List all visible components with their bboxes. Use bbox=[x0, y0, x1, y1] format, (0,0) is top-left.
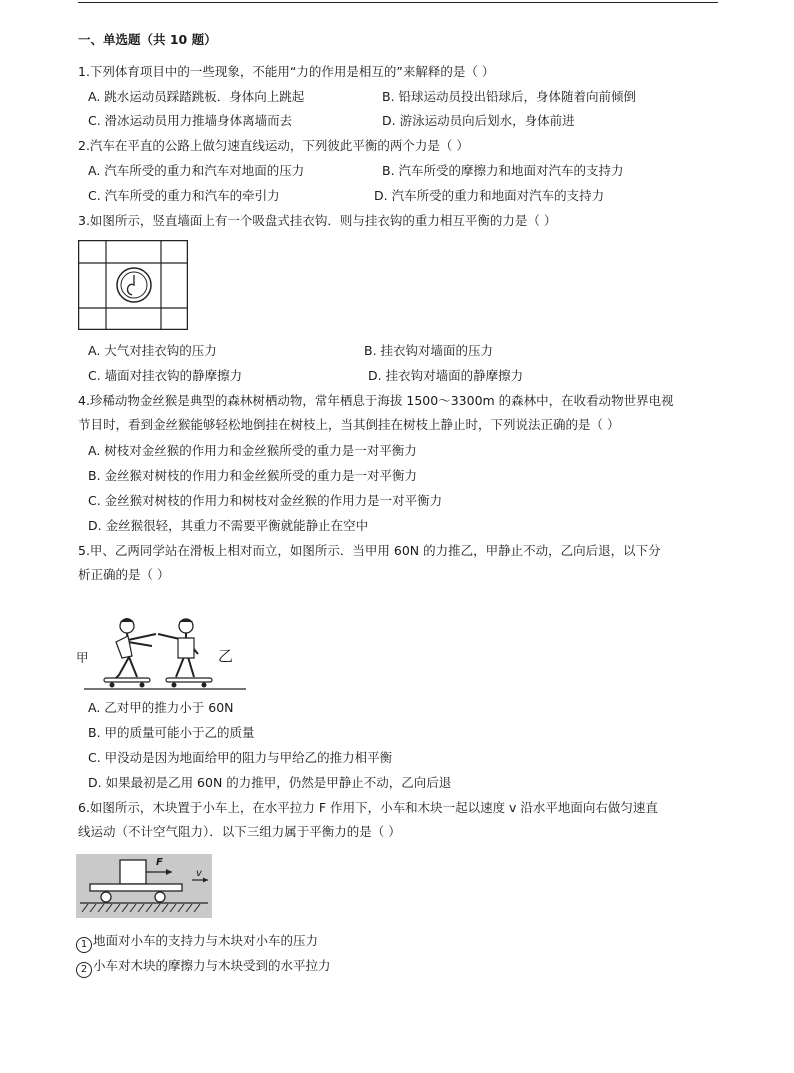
q2-option-a[interactable]: A. 汽车所受的重力和汽车对地面的压力 bbox=[88, 163, 305, 178]
statement-text: 小车对木块的摩擦力与木块受到的水平拉力 bbox=[93, 958, 331, 973]
q1-option-c[interactable]: C. 滑冰运动员用力推墙身体离墙而去 bbox=[88, 113, 293, 128]
q4-option-d[interactable]: D. 金丝猴很轻，其重力不需要平衡就能静止在空中 bbox=[88, 518, 369, 533]
q4-stem-line1: 4.珍稀动物金丝猴是典型的森林树栖动物，常年栖息于海拔 1500～3300m 的森林中，在收看动物世界电视 bbox=[78, 393, 674, 408]
figure-label-jia: 甲 bbox=[76, 650, 89, 665]
q4-stem-line2: 节目时，看到金丝猴能够轻松地倒挂在树枝上，当其倒挂在树枝上静止时，下列说法正确的是（ ） bbox=[78, 417, 620, 432]
force-label: F bbox=[156, 857, 163, 868]
cart-figure bbox=[76, 854, 212, 918]
q5-option-b[interactable]: B. 甲的质量可能小于乙的质量 bbox=[88, 725, 255, 740]
q6-statement-1[interactable] bbox=[76, 933, 318, 953]
top-rule bbox=[78, 2, 718, 3]
q3-option-d[interactable]: D. 挂衣钩对墙面的静摩擦力 bbox=[368, 368, 524, 383]
hook-figure bbox=[78, 240, 188, 330]
velocity-label: v bbox=[196, 868, 202, 879]
q5-option-a[interactable]: A. 乙对甲的推力小于 60N bbox=[88, 700, 234, 715]
circled-number: 1 bbox=[76, 937, 92, 953]
q1-option-a[interactable]: A. 跳水运动员踩踏跳板．身体向上跳起 bbox=[88, 89, 305, 104]
q5-stem-line2: 析正确的是（ ） bbox=[78, 567, 170, 582]
q6-statement-2[interactable] bbox=[76, 958, 331, 978]
q4-option-b[interactable]: B. 金丝猴对树枝的作用力和金丝猴所受的重力是一对平衡力 bbox=[88, 468, 418, 483]
q5-stem-line1: 5.甲、乙两同学站在滑板上相对而立，如图所示．当甲用 60N 的力推乙，甲静止不动，乙向后退，以下分 bbox=[78, 543, 661, 558]
q3-option-c[interactable]: C. 墙面对挂衣钩的静摩擦力 bbox=[88, 368, 243, 383]
q2-option-b[interactable]: B. 汽车所受的摩擦力和地面对汽车的支持力 bbox=[382, 163, 624, 178]
q5-option-c[interactable]: C. 甲没动是因为地面给甲的阻力与甲给乙的推力相平衡 bbox=[88, 750, 393, 765]
circled-number: 2 bbox=[76, 962, 92, 978]
skateboard-figure bbox=[76, 612, 246, 696]
q2-option-c[interactable]: C. 汽车所受的重力和汽车的牵引力 bbox=[88, 188, 280, 203]
q6-stem-line2: 线运动（不计空气阻力）．以下三组力属于平衡力的是（ ） bbox=[78, 824, 401, 839]
q6-stem-line1: 6.如图所示，木块置于小车上，在水平拉力 F 作用下，小车和木块一起以速度 v 沿水平地面向右做匀速直 bbox=[78, 800, 658, 815]
q3-stem: 3.如图所示，竖直墙面上有一个吸盘式挂衣钩．则与挂衣钩的重力相互平衡的力是（ ） bbox=[78, 213, 557, 228]
q1-stem: 1.下列体育项目中的一些现象，不能用“力的作用是相互的”来解释的是（ ） bbox=[78, 64, 495, 79]
q3-option-b[interactable]: B. 挂衣钩对墙面的压力 bbox=[364, 343, 494, 358]
q1-option-d[interactable]: D. 游泳运动员向后划水，身体前进 bbox=[382, 113, 575, 128]
q3-option-a[interactable]: A. 大气对挂衣钩的压力 bbox=[88, 343, 217, 358]
q1-option-b[interactable]: B. 铅球运动员投出铅球后，身体随着向前倾倒 bbox=[382, 89, 637, 104]
q4-option-a[interactable]: A. 树枝对金丝猴的作用力和金丝猴所受的重力是一对平衡力 bbox=[88, 443, 417, 458]
statement-text: 地面对小车的支持力与木块对小车的压力 bbox=[93, 933, 319, 948]
q4-option-c[interactable]: C. 金丝猴对树枝的作用力和树枝对金丝猴的作用力是一对平衡力 bbox=[88, 493, 443, 508]
section-title: 一、单选题（共 10 题） bbox=[78, 32, 217, 47]
figure-label-yi: 乙 bbox=[218, 647, 234, 665]
q5-option-d[interactable]: D. 如果最初是乙用 60N 的力推甲，仍然是甲静止不动，乙向后退 bbox=[88, 775, 452, 790]
q2-stem: 2.汽车在平直的公路上做匀速直线运动，下列彼此平衡的两个力是（ ） bbox=[78, 138, 469, 153]
q2-option-d[interactable]: D. 汽车所受的重力和地面对汽车的支持力 bbox=[374, 188, 605, 203]
